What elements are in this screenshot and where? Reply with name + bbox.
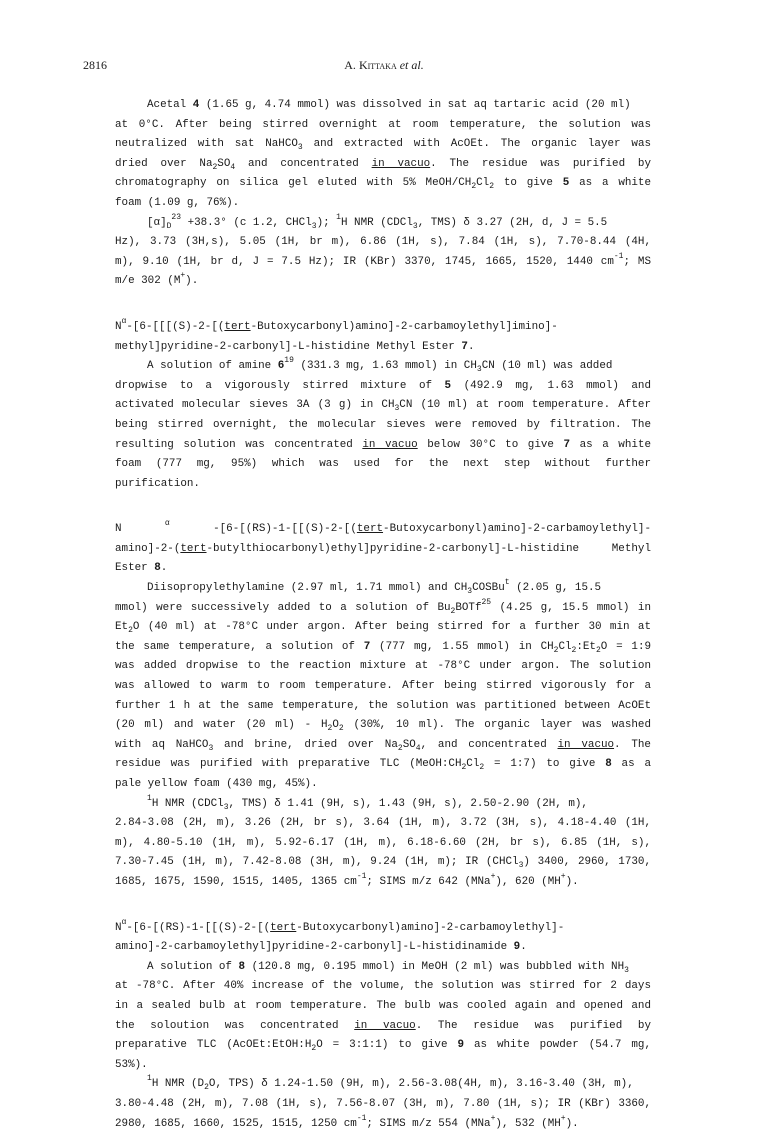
text-line: neutralized with sat NaHCO$_3$ and extracted with AcOEt. The organic layer was <box>115 135 651 155</box>
text-line: $[\alpha]_D^{23} +38.3^\circ$ (c 1.2, CHCl$_3$); $^1$H NMR (CDCl$_3$, TMS) δ 3.27 (2H, d, J = 5.5 <box>115 214 651 234</box>
text-line: mmol) were successively added to a solution of $Bu_2BOTf^{25}$ (4.25 g, 15.5 mmol) in <box>115 599 651 619</box>
text-line: m), 4.80-5.10 (1H, m), 5.92-6.17 (1H, m), 6.18-6.60 (2H, br s), 6.85 (1H, s), <box>115 834 651 854</box>
paragraph-acetal <box>115 96 651 292</box>
text-line: A solution of 8 (120.8 mg, 0.195 mmol) in MeOH (2 ml) was bubbled with $NH_3$ <box>115 958 651 978</box>
text-line: $^1$H NMR (CDCl$_3$, TMS) δ 1.41 (9H, s), 1.43 (9H, s), 2.50-2.90 (2H, m), <box>115 795 651 815</box>
text-line: preparative TLC ($AcOEt:EtOH:H_2O$ = 3:1:1) to give 9 as white powder (54.7 mg, <box>115 1036 651 1056</box>
text-line: 7.30-7.45 (1H, m), 7.42-8.08 (3H, m), 9.24 (1H, m); IR (CHCl$_3$) 3400, 2960, 1730, <box>115 853 651 873</box>
text-line: further 1 h at the same temperature, the solution was partitioned between AcOEt <box>115 697 651 717</box>
text-line: purification. <box>115 475 651 495</box>
text-line: with aq NaHCO$_3$ and brine, dried over $Na_2SO_4$, and concentrated in vacuo. The <box>115 736 651 756</box>
compound-title: Ester 8. <box>115 559 651 579</box>
page-number: 2816 <box>83 58 107 73</box>
author-suffix: et al. <box>397 58 424 72</box>
text-line: 53%). <box>115 1056 651 1076</box>
text-line: was allowed to warm to room temperature. After being stirred vigorously for a <box>115 677 651 697</box>
text-line: $Et_2O$ (40 ml) at -78°C under argon. After being stirred for a further 30 min at <box>115 618 651 638</box>
text-line: Hz), 3.73 (3H,s), 5.05 (1H, br m), 6.86 (1H, s), 7.84 (1H, s), 7.70-8.44 (4H, <box>115 233 651 253</box>
compound-title: methyl]pyridine-2-carbonyl]-L-histidine Methyl Ester 7. <box>115 338 651 358</box>
text-line: the soloution was concentrated in vacuo. The residue was purified by <box>115 1017 651 1037</box>
text-line: was added dropwise to the reaction mixture at -78°C under argon. The solution <box>115 657 651 677</box>
section-compound-8 <box>115 520 651 892</box>
compound-title: $N^\alpha-[6-[[[(S)-2-[(tert-Butoxycarbonyl)amino]-2-carbamoylethyl]imino]-$ <box>115 318 651 338</box>
text-line: A solution of amine $6^{19}$ (331.3 mg, 1.63 mmol) in $CH_3CN$ (10 ml) was added <box>115 357 651 377</box>
text-line: in a sealed bulb at room temperature. The bulb was cooled again and opened and <box>115 997 651 1017</box>
text-line: pale yellow foam (430 mg, 45%). <box>115 775 651 795</box>
section-compound-7 <box>115 318 651 494</box>
text-line: dried over $Na_2SO_4$ and concentrated in vacuo. The residue was purified by <box>115 155 651 175</box>
text-line: chromatography on silica gel eluted with 5% MeOH/$CH_2Cl_2$ to give 5 as a white <box>115 174 651 194</box>
author-name: Kittaka <box>359 58 397 72</box>
text-line: dropwise to a vigorously stirred mixture of 5 (492.9 mg, 1.63 mmol) and <box>115 377 651 397</box>
text-line: 2980, 1685, 1660, 1525, 1515, 1250 $cm^{-1}$; SIMS m/z 554 (MNa+), 532 (MH+). <box>115 1115 651 1134</box>
running-header-author <box>0 58 768 73</box>
text-line: (20 ml) and water (20 $ml) - H_2O_2$ (30%, 10 ml). The organic layer was washed <box>115 716 651 736</box>
text-line: Diisopropylethylamine (2.97 ml, 1.71 mmol) and $CH_3COSBu^t$ (2.05 g, 15.5 <box>115 579 651 599</box>
text-line: being stirred overnight, the molecular sieves were removed by filtration. The <box>115 416 651 436</box>
text-line: 2.84-3.08 (2H, m), 3.26 (2H, br s), 3.64 (1H, m), 3.72 (3H, s), 4.18-4.40 (1H, <box>115 814 651 834</box>
text-line: activated molecular sieves 3A (3 g) in $CH_3CN$ (10 ml) at room temperature. After <box>115 396 651 416</box>
text-line: the same temperature, a solution of 7 (777 mg, 1.55 mmol) in $CH_2Cl_2:Et_2O$ = 1:9 <box>115 638 651 658</box>
author-initial: A. <box>344 58 359 72</box>
text-line: residue was purified with preparative TLC ($MeOH:CH_2Cl_2$ = 1:7) to give 8 as a <box>115 755 651 775</box>
text-line: 1685, 1675, 1590, 1515, 1405, 1365 $cm^{-1}$; SIMS m/z 642 (MNa+), 620 (MH+). <box>115 873 651 893</box>
text-line: 3.80-4.48 (2H, m), 7.08 (1H, s), 7.56-8.07 (3H, m), 7.80 (1H, s); IR (KBr) 3360, <box>115 1095 651 1115</box>
compound-title: N $^\alpha$ -[6-[(RS)-1-[[(S)-2-[(tert-Butoxycarbonyl)amino]-2-carbamoylethyl]- <box>115 520 651 540</box>
text-line: foam (1.09 g, 76%). <box>115 194 651 214</box>
text-line: m/e 302 (M+). <box>115 272 651 292</box>
text-line: at -78°C. After 40% increase of the volume, the solution was stirred for 2 days <box>115 977 651 997</box>
compound-title: amino]-2-(tert-butylthiocarbonyl)ethyl]pyridine-2-carbonyl]-L-histidine Methyl <box>115 540 651 560</box>
text-line: foam (777 mg, 95%) which was used for the next step without further <box>115 455 651 475</box>
section-compound-9 <box>115 919 651 1134</box>
compound-title: $N^\alpha-[6-[(RS)-1-[[(S)-2-[(tert-Butoxycarbonyl)amino]-2-carbamoylethyl]-$ <box>115 919 651 939</box>
article-body <box>115 96 651 1134</box>
text-line: resulting solution was concentrated in vacuo below 30°C to give 7 as a white <box>115 436 651 456</box>
text-line: Acetal 4 (1.65 g, 4.74 mmol) was dissolved in sat aq tartaric acid (20 ml) <box>115 96 651 116</box>
text-line: at 0°C. After being stirred overnight at room temperature, the solution was <box>115 116 651 136</box>
text-line: m), 9.10 (1H, br d, J = 7.5 Hz); IR (KBr) 3370, 1745, 1665, 1520, 1440 $cm^{-1}$; MS <box>115 253 651 273</box>
compound-title: amino]-2-carbamoylethyl]pyridine-2-carbonyl]-L-histidinamide 9. <box>115 938 651 958</box>
text-line: $^1$H NMR ($D_2O$, TPS) δ 1.24-1.50 (9H, m), 2.56-3.08(4H, m), 3.16-3.40 (3H, m), <box>115 1075 651 1095</box>
